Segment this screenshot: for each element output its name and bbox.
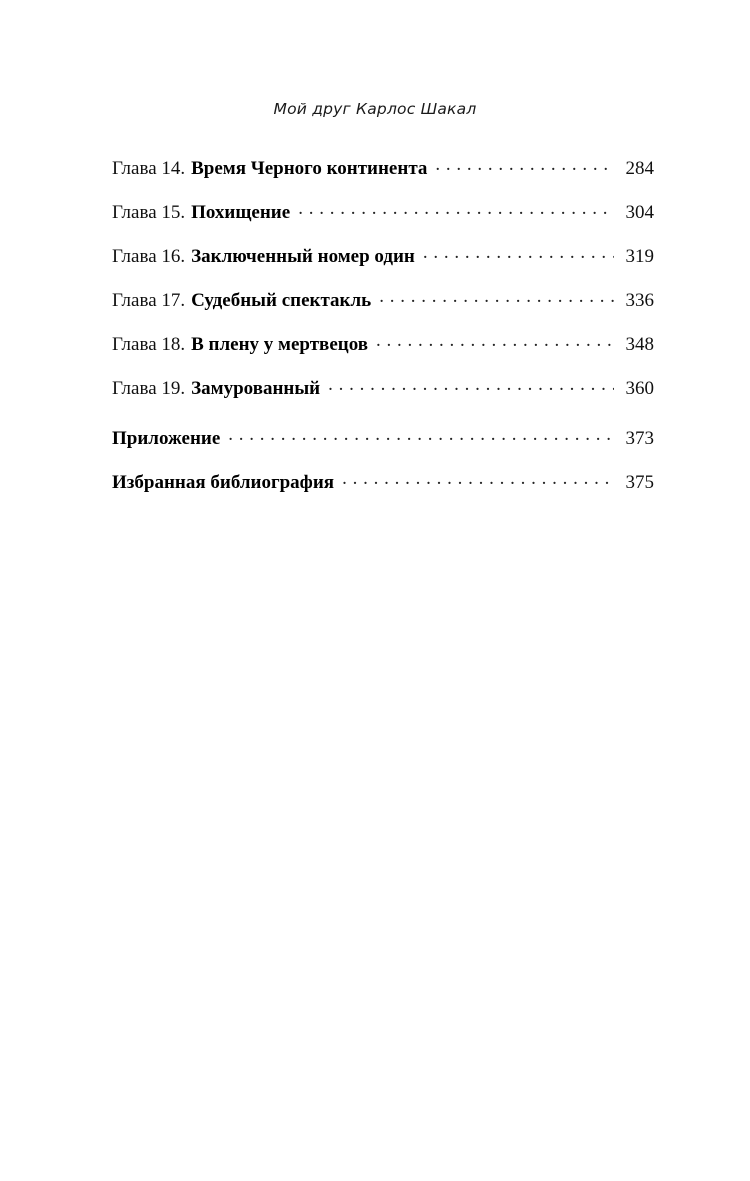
toc-chapter-title: В плену у мертвецов [191, 334, 368, 355]
toc-leader-dots [342, 469, 614, 488]
toc-leader-dots [435, 155, 614, 174]
toc-entry[interactable] [112, 145, 654, 189]
running-head: Мой друг Карлос Шакал [273, 100, 477, 118]
toc-leader-dots [298, 199, 614, 218]
toc-chapter-label: Глава 18. [112, 334, 186, 355]
table-of-contents [112, 145, 654, 503]
toc-chapter-label: Глава 14. [112, 158, 186, 179]
toc-chapter-title: Замурованный [191, 378, 321, 399]
toc-page-number: 348 [625, 334, 654, 355]
toc-leader-dots [328, 375, 614, 394]
toc-chapter-label: Глава 19. [112, 378, 186, 399]
toc-page-number: 319 [625, 246, 654, 267]
toc-entry-text [112, 335, 368, 354]
toc-entry[interactable] [112, 189, 654, 233]
toc-leader-dots [423, 243, 614, 262]
toc-chapter-title: Время Черного континента [191, 158, 428, 179]
toc-chapter-label: Глава 16. [112, 246, 186, 267]
toc-entry-text [112, 159, 427, 178]
toc-chapter-title: Судебный спектакль [191, 290, 372, 311]
toc-entry[interactable] [112, 277, 654, 321]
toc-leader-dots [228, 425, 614, 444]
toc-entry[interactable] [112, 233, 654, 277]
toc-entry[interactable] [112, 321, 654, 365]
toc-entry[interactable] [112, 409, 654, 459]
toc-leader-dots [376, 331, 614, 350]
toc-chapter-title: Избранная библиография [112, 472, 335, 493]
toc-page-number: 373 [625, 428, 654, 449]
toc-page-number: 304 [625, 202, 654, 223]
toc-entry-text [112, 473, 334, 492]
toc-page-number: 284 [625, 158, 654, 179]
toc-chapter-label: Глава 15. [112, 202, 186, 223]
toc-entry-text [112, 291, 371, 310]
toc-page-number: 336 [625, 290, 654, 311]
toc-page-number: 360 [625, 378, 654, 399]
toc-entry-text [112, 379, 320, 398]
toc-entry-text [112, 247, 415, 266]
toc-entry[interactable] [112, 365, 654, 409]
toc-chapter-title: Заключенный номер один [191, 246, 415, 267]
toc-entry[interactable] [112, 459, 654, 503]
toc-chapter-title: Приложение [112, 428, 221, 449]
toc-leader-dots [379, 287, 614, 306]
toc-page-number: 375 [625, 472, 654, 493]
toc-entry-text [112, 203, 290, 222]
toc-chapter-label: Глава 17. [112, 290, 186, 311]
toc-entry-text [112, 429, 220, 448]
toc-chapter-title: Похищение [191, 202, 291, 223]
